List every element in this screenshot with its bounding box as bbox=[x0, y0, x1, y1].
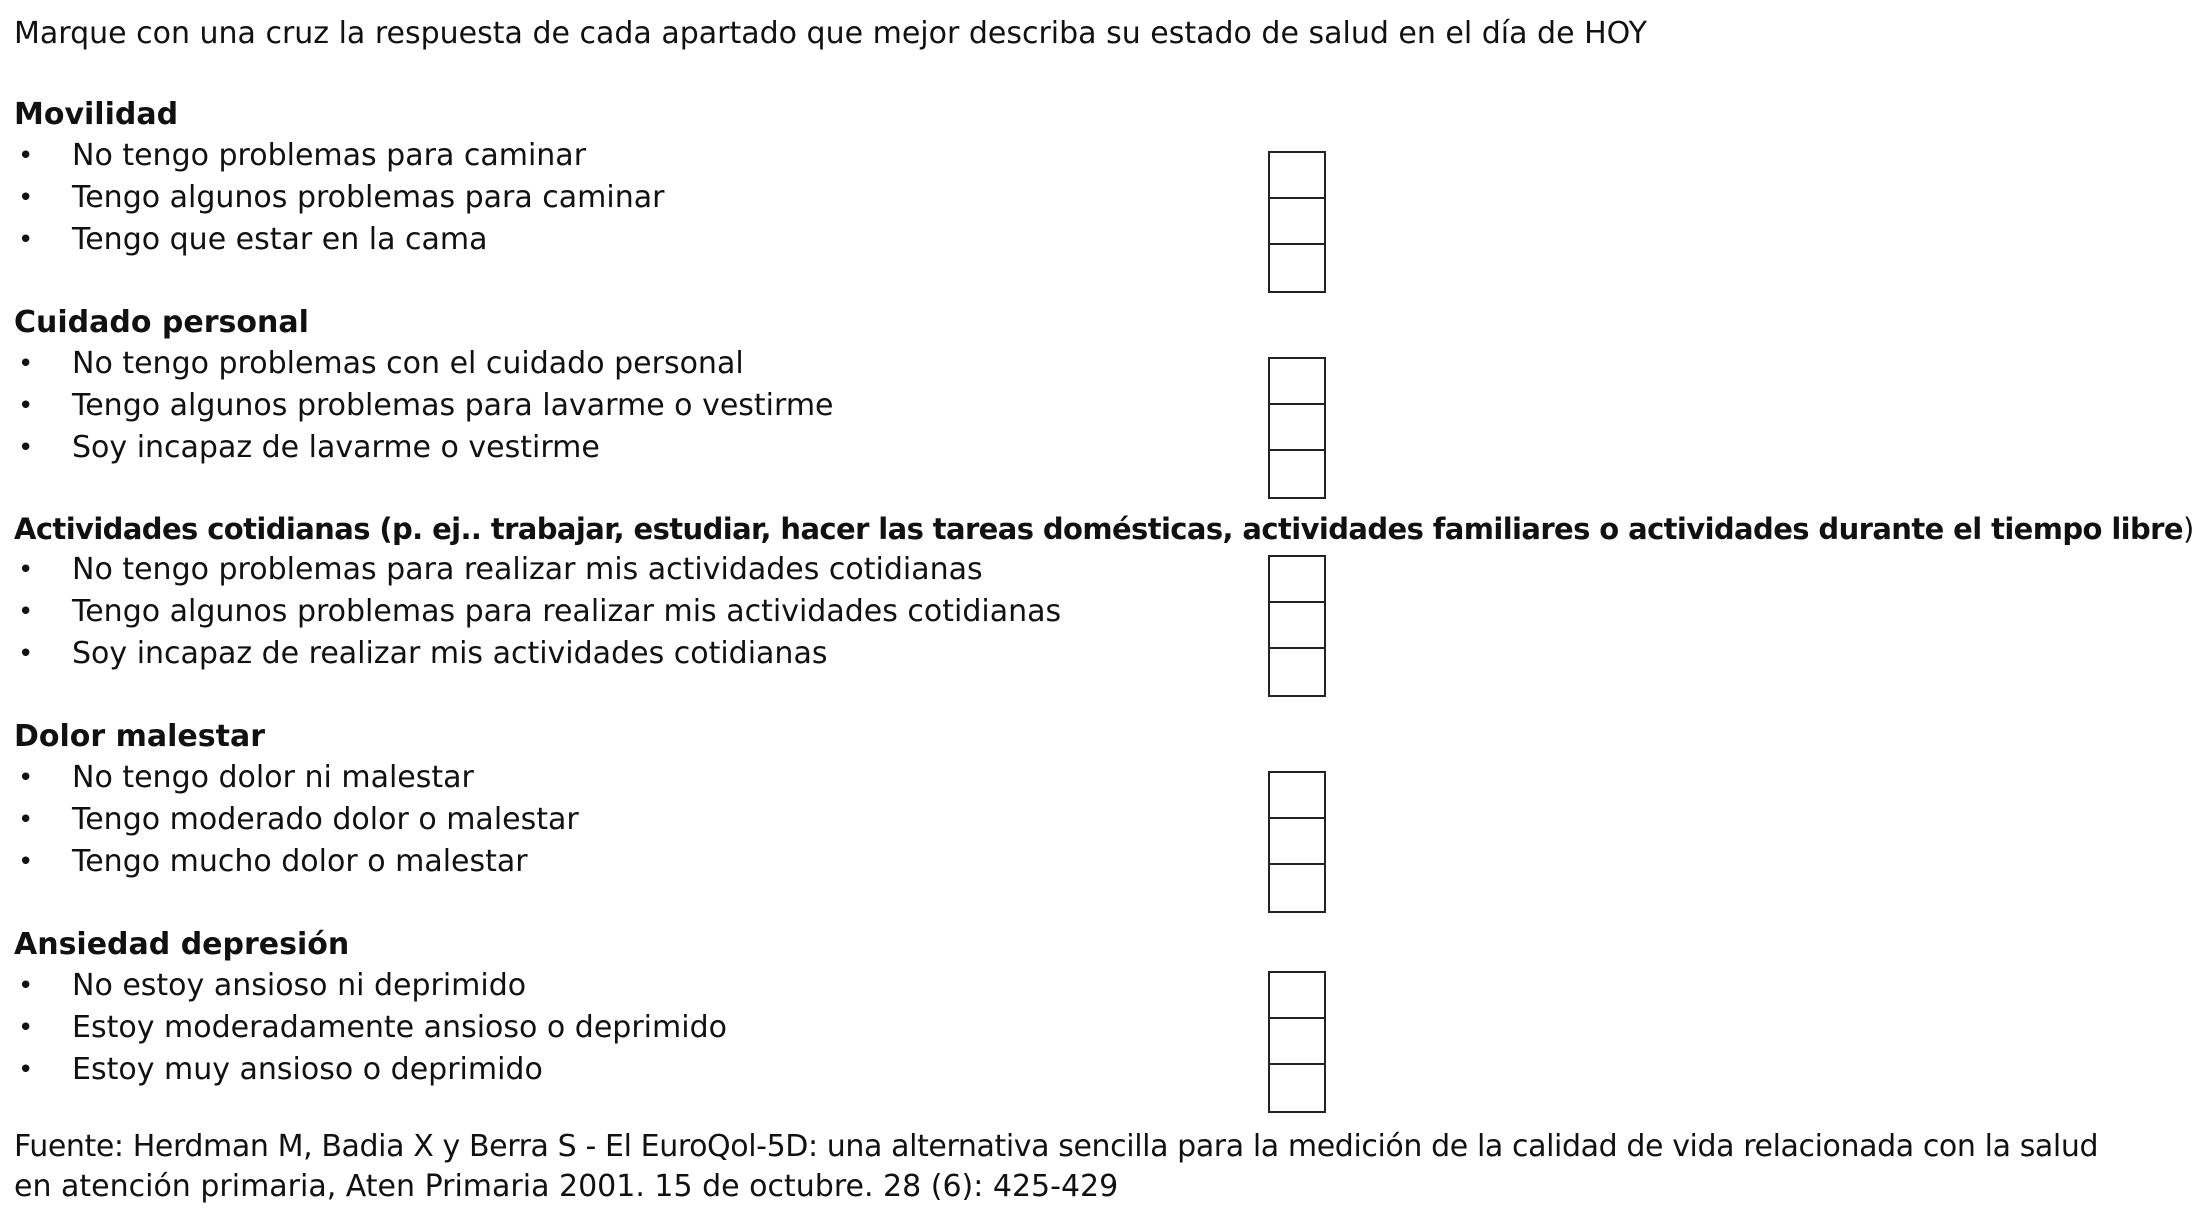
section-actividades-cotidianas bbox=[14, 509, 2194, 675]
instruction-text: Marque con una cruz la respuesta de cada apartado que mejor describa su estado de salud en el día de HOY bbox=[14, 16, 1647, 51]
list-item bbox=[14, 549, 2114, 591]
section-title: Movilidad bbox=[14, 97, 179, 132]
option-label: Soy incapaz de realizar mis actividades cotidianas bbox=[72, 636, 828, 671]
bullet-icon: • bbox=[18, 763, 34, 793]
list-item bbox=[14, 1049, 2114, 1091]
section-title: Dolor malestar bbox=[14, 719, 266, 754]
option-label: Tengo algunos problemas para lavarme o vestirme bbox=[72, 388, 834, 423]
checkbox[interactable] bbox=[1270, 773, 1324, 819]
checkbox-group bbox=[1268, 555, 1326, 697]
option-label: Tengo que estar en la cama bbox=[72, 222, 488, 257]
list-item bbox=[14, 591, 2114, 633]
list-item bbox=[14, 219, 2114, 261]
section-dolor-malestar bbox=[14, 717, 2114, 883]
option-label: Tengo mucho dolor o malestar bbox=[72, 844, 528, 879]
option-list bbox=[14, 343, 2114, 469]
section-title: Ansiedad depresión bbox=[14, 927, 350, 962]
bullet-icon: • bbox=[18, 349, 34, 379]
bullet-icon: • bbox=[18, 1055, 34, 1085]
bullet-icon: • bbox=[18, 391, 34, 421]
checkbox[interactable] bbox=[1270, 557, 1324, 603]
checkbox[interactable] bbox=[1270, 451, 1324, 497]
option-label: Tengo algunos problemas para caminar bbox=[72, 180, 665, 215]
bullet-icon: • bbox=[18, 639, 34, 669]
checkbox-group bbox=[1268, 971, 1326, 1113]
option-label: No tengo problemas para realizar mis actividades cotidianas bbox=[72, 552, 983, 587]
list-item bbox=[14, 427, 2114, 469]
section-ansiedad-depresion bbox=[14, 925, 2114, 1091]
section-title-suffix: ) bbox=[2182, 512, 2194, 546]
bullet-icon: • bbox=[18, 555, 34, 585]
list-item bbox=[14, 841, 2114, 883]
list-item bbox=[14, 385, 2114, 427]
checkbox-group bbox=[1268, 151, 1326, 293]
checkbox-group bbox=[1268, 771, 1326, 913]
source-citation bbox=[14, 1127, 2114, 1207]
checkbox[interactable] bbox=[1270, 245, 1324, 291]
option-label: Tengo algunos problemas para realizar mis actividades cotidianas bbox=[72, 594, 1062, 629]
option-label: Estoy moderadamente ansioso o deprimido bbox=[72, 1010, 727, 1045]
checkbox[interactable] bbox=[1270, 865, 1324, 911]
section-title-text: Actividades cotidianas (p. ej.. trabajar, estudiar, hacer las tareas domésticas, actividades familiares o actividades durante el tiempo libre bbox=[14, 512, 2183, 546]
checkbox[interactable] bbox=[1270, 1019, 1324, 1065]
checkbox[interactable] bbox=[1270, 1065, 1324, 1111]
option-label: No tengo dolor ni malestar bbox=[72, 760, 474, 795]
checkbox[interactable] bbox=[1270, 153, 1324, 199]
bullet-icon: • bbox=[18, 141, 34, 171]
option-label: Soy incapaz de lavarme o vestirme bbox=[72, 430, 600, 465]
option-label: No tengo problemas con el cuidado personal bbox=[72, 346, 744, 381]
checkbox[interactable] bbox=[1270, 819, 1324, 865]
list-item bbox=[14, 135, 2114, 177]
bullet-icon: • bbox=[18, 1013, 34, 1043]
option-label: No tengo problemas para caminar bbox=[72, 138, 587, 173]
option-list bbox=[14, 549, 2114, 675]
list-item bbox=[14, 1007, 2114, 1049]
option-label: Tengo moderado dolor o malestar bbox=[72, 802, 579, 837]
list-item bbox=[14, 965, 2114, 1007]
checkbox[interactable] bbox=[1270, 199, 1324, 245]
checkbox[interactable] bbox=[1270, 973, 1324, 1019]
bullet-icon: • bbox=[18, 847, 34, 877]
list-item bbox=[14, 757, 2114, 799]
bullet-icon: • bbox=[18, 225, 34, 255]
list-item bbox=[14, 177, 2114, 219]
checkbox-group bbox=[1268, 357, 1326, 499]
option-label: No estoy ansioso ni deprimido bbox=[72, 968, 527, 1003]
section-movilidad bbox=[14, 95, 2114, 261]
bullet-icon: • bbox=[18, 805, 34, 835]
section-title: Cuidado personal bbox=[14, 305, 309, 340]
bullet-icon: • bbox=[18, 433, 34, 463]
option-list bbox=[14, 135, 2114, 261]
checkbox[interactable] bbox=[1270, 649, 1324, 695]
questionnaire-page bbox=[14, 14, 2194, 1207]
section-title bbox=[14, 509, 2194, 549]
list-item bbox=[14, 799, 2114, 841]
checkbox[interactable] bbox=[1270, 359, 1324, 405]
list-item bbox=[14, 343, 2114, 385]
section-cuidado-personal bbox=[14, 303, 2114, 469]
source-line: Fuente: Herdman M, Badia X y Berra S - El EuroQol-5D: una alternativa sencilla para la medición de la calidad de vida relacionada con la salud bbox=[14, 1129, 2099, 1164]
bullet-icon: • bbox=[18, 971, 34, 1001]
list-item bbox=[14, 633, 2114, 675]
checkbox[interactable] bbox=[1270, 405, 1324, 451]
checkbox[interactable] bbox=[1270, 603, 1324, 649]
source-line: en atención primaria, Aten Primaria 2001. 15 de octubre. 28 (6): 425-429 bbox=[14, 1169, 1119, 1204]
option-list bbox=[14, 965, 2114, 1091]
bullet-icon: • bbox=[18, 183, 34, 213]
bullet-icon: • bbox=[18, 597, 34, 627]
option-list bbox=[14, 757, 2114, 883]
option-label: Estoy muy ansioso o deprimido bbox=[72, 1052, 543, 1087]
